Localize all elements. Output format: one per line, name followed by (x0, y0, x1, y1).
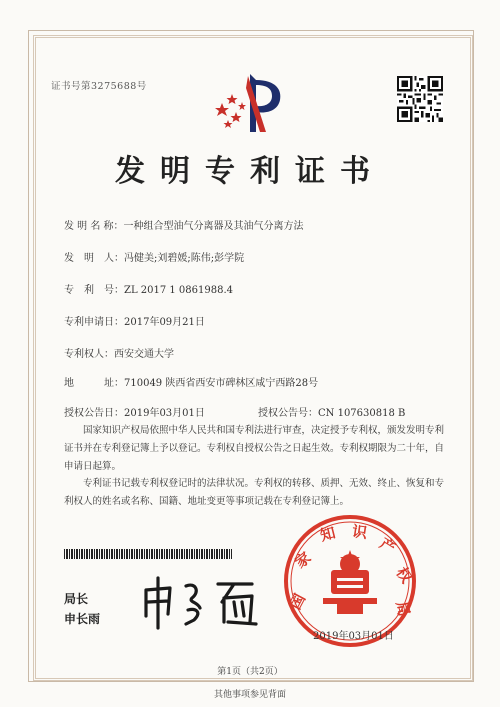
grant-date-label: 授权公告日： (64, 408, 124, 419)
seal-date: 2019年03月01日 (313, 631, 394, 642)
inventors-value: 冯健美;刘碧媛;陈伟;彭学院 (124, 253, 245, 264)
legal-status-paragraph: 专利证书记载专利权登记时的法律状况。专利权的转移、质押、无效、终止、恢复和专利权人的姓名或名称、国籍、地址变更等事项记载在专利登记簿上。 (64, 478, 445, 507)
svg-text:识: 识 (351, 522, 369, 543)
svg-text:家: 家 (291, 548, 315, 572)
patentee-value: 西安交通大学 (114, 349, 174, 360)
patent-number-label: 专 利 号： (64, 285, 124, 296)
invention-name-row (64, 217, 304, 232)
patent-number-value: ZL 2017 1 0861988.4 (124, 285, 234, 296)
grant-number-value: CN 107630818 B (318, 408, 406, 419)
filing-date-value: 2017年09月21日 (124, 317, 205, 328)
address-row (64, 374, 318, 389)
invention-name-label: 发 明 名 称： (64, 221, 124, 232)
address-label: 地 址： (64, 378, 124, 389)
svg-text:权: 权 (392, 563, 416, 587)
svg-text:国: 国 (286, 590, 310, 613)
director-title: 局长 (64, 592, 89, 606)
certificate-number: 证书号第3275688号 (51, 81, 147, 92)
footer-note: 其他事项参见背面 (213, 690, 286, 700)
filing-date-label: 专利申请日： (64, 317, 124, 328)
patentee-row (64, 345, 174, 360)
director-signature-icon (138, 572, 268, 632)
svg-text:产: 产 (376, 534, 399, 558)
patentee-label: 专利权人： (64, 349, 114, 360)
patent-number-row (64, 281, 233, 296)
certificate-title: 发明专利证书 (115, 154, 385, 189)
cnipa-logo-icon (208, 66, 288, 136)
address-value: 710049 陕西省西安市碑林区咸宁西路28号 (124, 378, 319, 389)
svg-text:局: 局 (392, 599, 414, 619)
filing-date-row (64, 313, 205, 328)
grant-date-value: 2019年03月01日 (124, 408, 205, 419)
inventors-row (64, 249, 244, 264)
grant-statement-paragraph: 国家知识产权局依照中华人民共和国专利法进行审查，决定授予专利权，颁发发明专利证书并在专利登记簿上予以登记。专利权自授权公告之日起生效。专利权期限为二十年，自申请日起算。 (64, 425, 445, 472)
invention-name-value: 一种组合型油气分离器及其油气分离方法 (123, 221, 304, 232)
barcode (64, 549, 232, 559)
grant-date-row (64, 404, 205, 419)
svg-text:知: 知 (318, 523, 338, 545)
grant-number-row (258, 404, 405, 419)
qr-code-icon (397, 76, 443, 122)
director-name: 申长雨 (64, 612, 101, 626)
inventors-label: 发 明 人： (64, 253, 124, 264)
grant-number-label: 授权公告号： (258, 408, 318, 419)
page-number: 第1页（共2页） (217, 667, 283, 677)
